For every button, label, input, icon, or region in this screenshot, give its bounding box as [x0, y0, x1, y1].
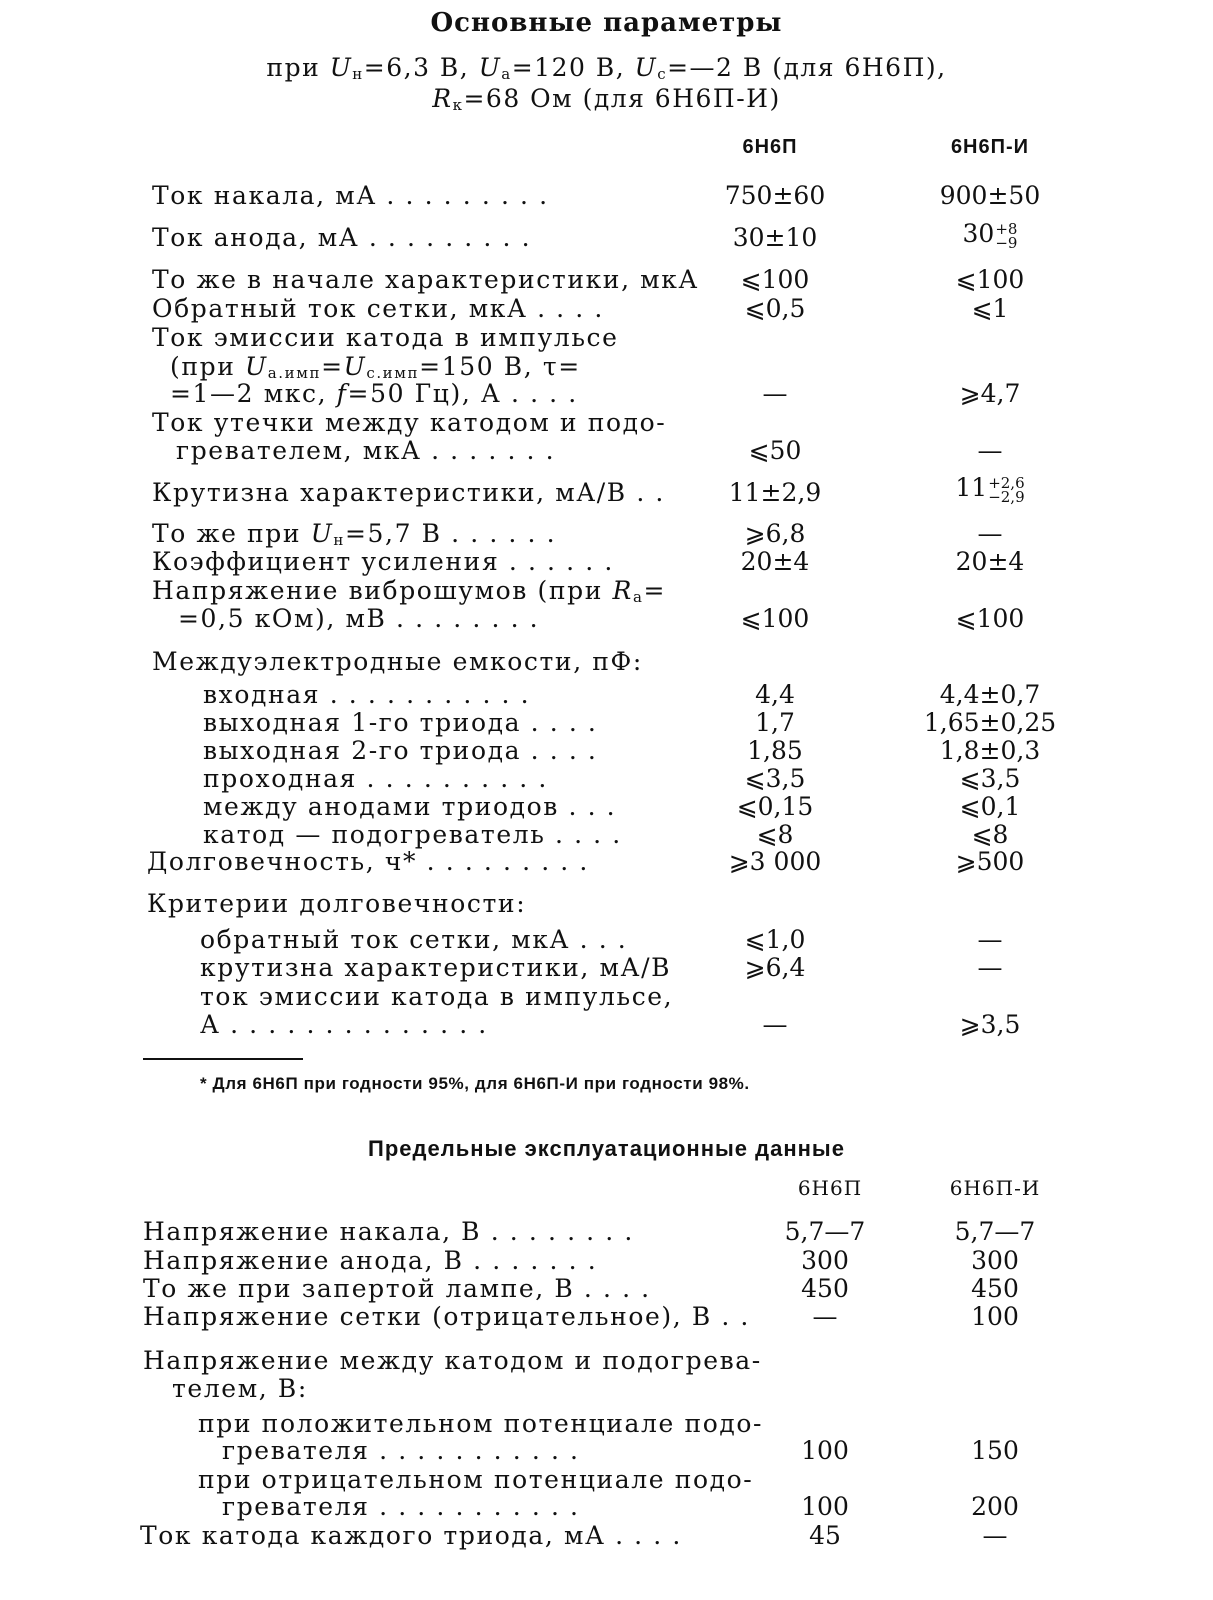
limit-label: гревателя . . . . . . . . . . .: [222, 1436, 580, 1465]
param-label: Напряжение виброшумов (при $R_а=$: [152, 576, 667, 606]
param-label: (при $U_{а.имп}=U_{с.имп}=150$ В, τ=: [170, 352, 581, 382]
value-6n6p-i: 20±4: [955, 547, 1025, 576]
param-label: Коэффициент усиления . . . . . .: [152, 547, 614, 576]
section-title-main-params: Основные параметры: [430, 8, 783, 38]
footnote: * Для 6Н6П при годности 95%, для 6Н6П-И при годности 98%.: [200, 1074, 750, 1093]
param-label: =0,5 кОм), мВ . . . . . . . .: [178, 604, 540, 633]
section-title-limits: Предельные эксплуатационные данные: [368, 1136, 845, 1161]
value-6n6p: 30±10: [732, 223, 818, 252]
value-6n6p: —: [762, 1010, 788, 1039]
value-6n6p-i: 1,8±0,3: [939, 736, 1041, 765]
value-6n6p-i: ⩽0,1: [959, 792, 1021, 821]
value-6n6p: 750±60: [724, 181, 826, 210]
param-label: входная . . . . . . . . . . .: [203, 680, 531, 709]
value-6n6p-i: —: [977, 925, 1003, 954]
value-6n6p-i: 900±50: [939, 181, 1041, 210]
value-6n6p: ⩽50: [748, 436, 802, 465]
value-6n6p: 5,7—7: [784, 1217, 866, 1246]
limit-label: Напряжение между катодом и подогрева-: [143, 1346, 762, 1375]
value-6n6p: ⩾6,8: [744, 519, 806, 548]
limit-label: при отрицательном потенциале подо-: [198, 1465, 754, 1494]
footnote-rule: [143, 1058, 303, 1060]
param-label: А . . . . . . . . . . . . . .: [200, 1010, 488, 1039]
value-6n6p-i: ⩽1: [971, 294, 1009, 323]
value-6n6p: ⩽1,0: [744, 925, 806, 954]
value-6n6p-i: 100: [971, 1302, 1019, 1331]
value-6n6p: 300: [801, 1246, 849, 1275]
column-header-6n6p: 6Н6П: [742, 136, 798, 158]
value-6n6p: —: [762, 379, 788, 408]
param-label: Ток эмиссии катода в импульсе: [152, 323, 619, 352]
value-6n6p: ⩾6,4: [744, 953, 806, 982]
value-6n6p-i: ⩽100: [955, 604, 1025, 633]
value-6n6p: 45: [809, 1521, 841, 1550]
value-6n6p-i: 11+2,6 −2,9: [955, 473, 1025, 506]
param-label: ток эмиссии катода в импульсе,: [200, 982, 674, 1011]
limit-label: телем, В:: [172, 1374, 308, 1403]
value-6n6p-i: ⩾500: [955, 847, 1025, 876]
param-label: Ток анода, мА . . . . . . . . .: [152, 223, 532, 252]
value-6n6p-i: 1,65±0,25: [923, 708, 1057, 737]
value-6n6p-i: 150: [971, 1436, 1019, 1465]
column-header-6n6p-i: 6Н6П-И: [949, 1176, 1041, 1200]
param-label: Крутизна характеристики, мА/В . .: [152, 478, 665, 507]
limit-label: Напряжение накала, В . . . . . . . .: [143, 1217, 634, 1246]
column-header-6n6p-i: 6Н6П-И: [950, 136, 1030, 158]
value-6n6p-i: ⩾3,5: [959, 1010, 1021, 1039]
value-6n6p-i: —: [977, 519, 1003, 548]
limit-label: Напряжение анода, В . . . . . . .: [143, 1246, 598, 1275]
param-label: Ток утечки между катодом и подо-: [152, 408, 667, 437]
limit-label: То же при запертой лампе, В . . . .: [143, 1274, 651, 1303]
param-label: крутизна характеристики, мА/В: [200, 953, 672, 982]
param-label: Обратный ток сетки, мкА . . . .: [152, 294, 604, 323]
value-6n6p: 1,85: [747, 736, 803, 765]
value-6n6p-i: —: [977, 436, 1003, 465]
value-6n6p: 4,4: [755, 680, 795, 709]
value-6n6p-i: ⩽8: [971, 820, 1009, 849]
value-6n6p: ⩽8: [756, 820, 794, 849]
value-6n6p: 20±4: [740, 547, 810, 576]
limit-label: Напряжение сетки (отрицательное), В . .: [143, 1302, 750, 1331]
param-label: гревателем, мкА . . . . . . .: [176, 436, 556, 465]
param-label: =1—2 мкс, f=50 Гц), А . . . .: [170, 379, 578, 408]
param-label: выходная 1-го триода . . . .: [203, 708, 598, 737]
param-label: проходная . . . . . . . . . .: [203, 764, 548, 793]
value-6n6p: —: [812, 1302, 838, 1331]
value-6n6p: ⩽100: [740, 265, 810, 294]
value-6n6p: ⩽3,5: [744, 764, 806, 793]
value-6n6p-i: 4,4±0,7: [939, 680, 1041, 709]
value-6n6p: 1,7: [755, 708, 795, 737]
value-6n6p-i: 5,7—7: [954, 1217, 1036, 1246]
value-6n6p-i: 450: [971, 1274, 1019, 1303]
value-6n6p-i: ⩽3,5: [959, 764, 1021, 793]
value-6n6p: ⩾3 000: [728, 847, 822, 876]
value-6n6p-i: —: [977, 953, 1003, 982]
conditions-line-2: $R_к=68$ Ом (для 6Н6П-И): [432, 84, 781, 114]
value-6n6p: ⩽0,15: [736, 792, 814, 821]
conditions-line-1: при $U_н=6,3$ В, $U_а=120$ В, $U_с=—2$ В (для 6Н6П),: [266, 53, 947, 83]
value-6n6p-i: 300: [971, 1246, 1019, 1275]
value-6n6p: 450: [801, 1274, 849, 1303]
limit-label: Ток катода каждого триода, мА . . . .: [140, 1521, 682, 1550]
value-6n6p-i: 200: [971, 1492, 1019, 1521]
param-label: Долговечность, ч* . . . . . . . . .: [147, 847, 589, 876]
param-label: То же в начале характеристики, мкА: [152, 265, 699, 294]
value-6n6p-i: 30+8 −9: [962, 219, 1018, 252]
param-label: между анодами триодов . . .: [203, 792, 617, 821]
value-6n6p: ⩽100: [740, 604, 810, 633]
group-heading: Критерии долговечности:: [147, 889, 527, 918]
value-6n6p: 100: [801, 1436, 849, 1465]
param-label: Ток накала, мА . . . . . . . . .: [152, 181, 549, 210]
param-label: обратный ток сетки, мкА . . .: [200, 925, 628, 954]
param-label: То же при $U_н=5,7$ В . . . . . .: [152, 519, 557, 549]
limit-label: при положительном потенциале подо-: [198, 1409, 764, 1438]
value-6n6p: ⩽0,5: [744, 294, 806, 323]
column-header-6n6p: 6Н6П: [797, 1176, 863, 1200]
value-6n6p: 11±2,9: [728, 478, 822, 507]
value-6n6p: 100: [801, 1492, 849, 1521]
limit-label: гревателя . . . . . . . . . . .: [222, 1492, 580, 1521]
value-6n6p-i: ⩾4,7: [959, 379, 1021, 408]
param-label: выходная 2-го триода . . . .: [203, 736, 598, 765]
param-label: катод — подогреватель . . . .: [203, 820, 622, 849]
value-6n6p-i: ⩽100: [955, 265, 1025, 294]
value-6n6p-i: —: [982, 1521, 1008, 1550]
group-heading: Междуэлектродные емкости, пФ:: [152, 647, 643, 676]
